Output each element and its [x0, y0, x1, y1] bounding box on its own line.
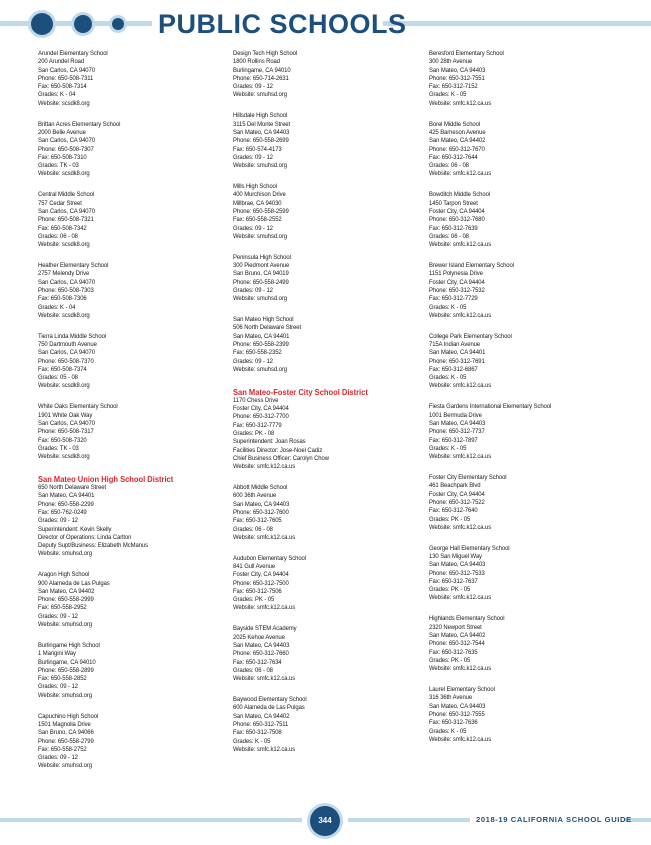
- district-heading: San Mateo-Foster City School District: [233, 386, 368, 397]
- entry-line: Grades: K - 05: [233, 737, 271, 745]
- school-name: Peninsula High School: [233, 253, 291, 261]
- entry-line: Superintendent: Kevin Skelly: [38, 525, 112, 533]
- school-entry: [429, 615, 619, 673]
- school-name: Hillsdale High School: [233, 112, 288, 120]
- entry-line: San Mateo, CA 94403: [429, 66, 486, 74]
- entry-line: 1501 Magnolia Drive: [38, 720, 91, 728]
- entry-line: Grades: K - 04: [38, 91, 76, 99]
- school-name: Brewer Island Elementary School: [429, 262, 514, 270]
- entry-line: Grades: 09 - 12: [38, 612, 78, 620]
- entry-line: Website: scsdk8.org: [38, 170, 90, 178]
- entry-line: Burlingame, CA 94010: [233, 66, 291, 74]
- school-entry: [429, 403, 619, 461]
- entry-line: 316 36th Avenue: [429, 694, 473, 702]
- entry-line: San Mateo, CA 94402: [233, 712, 290, 720]
- entry-line: Fax: 650-558-2852: [38, 675, 87, 683]
- entry-line: Phone: 650-508-7303: [38, 286, 94, 294]
- entry-line: Website: smfc.k12.ca.us: [429, 99, 492, 107]
- entry-line: Website: smfc.k12.ca.us: [429, 453, 492, 461]
- entry-line: San Mateo, CA 94401: [429, 349, 486, 357]
- school-entry: [38, 474, 228, 559]
- entry-line: Grades: 09 - 12: [233, 224, 273, 232]
- entry-line: 650 North Delaware Street: [38, 484, 107, 492]
- guide-title: 2018-19 CALIFORNIA SCHOOL GUIDE: [476, 815, 632, 824]
- entry-line: Grades: 09 - 12: [233, 286, 273, 294]
- entry-line: Grades: 06 - 08: [38, 232, 78, 240]
- entry-line: San Carlos, CA 94070: [38, 137, 95, 145]
- entry-line: 1151 Polynesia Drive: [429, 270, 483, 278]
- entry-line: 300 Piedmont Avenue: [233, 262, 290, 270]
- entry-line: 3115 Del Monte Street: [233, 120, 291, 128]
- entry-line: Grades: 09 - 12: [233, 153, 273, 161]
- entry-line: Phone: 650-312-7532: [429, 286, 485, 294]
- school-entry: [233, 625, 423, 683]
- entry-line: Website: scsdk8.org: [38, 99, 90, 107]
- entry-line: 600 36th Avenue: [233, 492, 277, 500]
- entry-line: Website: smfc.k12.ca.us: [233, 463, 296, 471]
- entry-line: 2000 Belle Avenue: [38, 128, 86, 136]
- entry-line: Website: smuhsd.org: [38, 550, 92, 558]
- entry-line: Phone: 650-312-7670: [429, 145, 485, 153]
- entry-line: Fax: 650-312-7779: [233, 421, 282, 429]
- entry-line: San Carlos, CA 94070: [38, 419, 95, 427]
- entry-line: 1170 Chess Drive: [233, 396, 279, 404]
- school-entry: [38, 121, 228, 179]
- entry-line: Website: scsdk8.org: [38, 382, 90, 390]
- entry-line: 400 Murchison Drive: [233, 191, 286, 199]
- entry-line: San Mateo, CA 94402: [429, 137, 486, 145]
- entry-line: Phone: 650-312-7691: [429, 357, 485, 365]
- entry-line: Fax: 650-312-7636: [429, 719, 478, 727]
- entry-line: San Bruno, CA 94066: [38, 729, 94, 737]
- entry-line: Phone: 650-714-2631: [233, 74, 289, 82]
- entry-line: Website: smfc.k12.ca.us: [429, 382, 492, 390]
- entry-line: Grades: TK - 03: [38, 444, 79, 452]
- school-name: Design Tech High School: [233, 50, 298, 57]
- entry-line: Website: smuhsd.org: [38, 621, 92, 629]
- school-entry: [38, 50, 228, 108]
- entry-line: Fax: 650-312-6867: [429, 365, 478, 373]
- entry-line: Grades: TK - 03: [38, 162, 79, 170]
- header-rule-mid: [40, 21, 152, 26]
- entry-line: Fax: 650-312-7729: [429, 295, 478, 303]
- entry-line: San Mateo, CA 94401: [38, 492, 95, 500]
- entry-line: Fax: 650-312-7640: [429, 507, 478, 515]
- school-entry: [429, 50, 619, 108]
- header-dot-medium: [74, 15, 92, 33]
- school-name: Laurel Elementary School: [429, 686, 495, 694]
- entry-line: San Carlos, CA 94070: [38, 66, 95, 74]
- entry-line: San Carlos, CA 94070: [38, 278, 95, 286]
- entry-line: San Mateo, CA 94403: [233, 128, 290, 136]
- entry-line: Fax: 650-558-2352: [233, 349, 282, 357]
- entry-line: Website: smfc.k12.ca.us: [429, 311, 492, 319]
- school-name: Baywood Elementary School: [233, 696, 307, 704]
- school-name: Heather Elementary School: [38, 262, 109, 270]
- entry-line: Grades: 06 - 08: [233, 525, 273, 533]
- entry-line: San Mateo, CA 94402: [38, 587, 95, 595]
- entry-line: Phone: 650-558-2599: [233, 207, 289, 215]
- entry-line: Website: smfc.k12.ca.us: [233, 604, 296, 612]
- entry-line: Website: scsdk8.org: [38, 241, 90, 249]
- school-name: Highlands Elementary School: [429, 615, 505, 623]
- entry-line: Fax: 650-508-7342: [38, 224, 87, 232]
- school-entry: [233, 183, 423, 241]
- entry-line: Fax: 650-574-4173: [233, 145, 282, 153]
- school-entry: [233, 112, 423, 170]
- school-entry: [233, 50, 423, 100]
- entry-line: Fax: 650-508-7374: [38, 365, 87, 373]
- entry-line: 2757 Melendy Drive: [38, 270, 90, 278]
- entry-line: Website: smuhsd.org: [233, 365, 287, 373]
- entry-line: 900 Alameda de Las Pulgas: [38, 579, 110, 587]
- school-entry: [233, 555, 423, 613]
- school-name: Borel Middle School: [429, 120, 481, 128]
- entry-line: Website: smfc.k12.ca.us: [233, 745, 296, 753]
- entry-line: 461 Beachpark Blvd: [429, 482, 481, 490]
- entry-line: Foster City, CA 94404: [429, 278, 485, 286]
- entry-line: 2025 Kehoe Avenue: [233, 633, 285, 641]
- entry-line: Website: scsdk8.org: [38, 453, 90, 461]
- entry-line: Phone: 650-558-2499: [233, 278, 289, 286]
- entry-line: Phone: 650-558-2799: [38, 737, 94, 745]
- entry-line: Fax: 650-312-7639: [429, 224, 478, 232]
- entry-line: Fax: 650-312-7634: [233, 658, 282, 666]
- entry-line: Fax: 650-508-7320: [38, 436, 87, 444]
- entry-line: Grades: K - 05: [429, 444, 467, 452]
- school-entry: [38, 571, 228, 629]
- header-dot-large: [31, 13, 53, 35]
- entry-line: San Mateo, CA 94402: [429, 631, 486, 639]
- entry-line: Phone: 650-312-7660: [233, 650, 289, 658]
- entry-line: Grades: PK - 05: [429, 515, 471, 523]
- school-entry: [429, 474, 619, 532]
- entry-line: Fax: 650-312-7897: [429, 436, 478, 444]
- school-entry: [233, 387, 423, 472]
- entry-line: Phone: 650-312-7737: [429, 428, 485, 436]
- entry-line: Phone: 650-558-2899: [38, 666, 94, 674]
- entry-line: Website: smuhsd.org: [38, 691, 92, 699]
- entry-line: 300 28th Avenue: [429, 58, 473, 66]
- school-name: Tierra Linda Middle School: [38, 332, 107, 340]
- entry-line: Phone: 650-508-7307: [38, 145, 94, 153]
- entry-line: Phone: 650-312-7555: [429, 710, 485, 718]
- school-entry: [38, 642, 228, 700]
- school-entry: [38, 333, 228, 391]
- entry-line: Superintendent: Joan Rosas: [233, 438, 306, 446]
- school-entry: [38, 713, 228, 771]
- entry-line: Grades: K - 04: [38, 303, 76, 311]
- school-name: San Mateo High School: [233, 316, 294, 324]
- entry-line: Foster City, CA 94404: [429, 207, 485, 215]
- entry-line: Phone: 650-558-2299: [38, 500, 94, 508]
- school-entry: [38, 191, 228, 249]
- entry-line: Grades: K - 05: [429, 727, 467, 735]
- entry-line: Phone: 650-558-2699: [233, 137, 289, 145]
- entry-line: 757 Cedar Street: [38, 199, 82, 207]
- entry-line: 506 North Delaware Street: [233, 324, 302, 332]
- entry-line: Fax: 650-312-7508: [233, 729, 282, 737]
- entry-line: Grades: 09 - 12: [233, 83, 273, 91]
- entry-line: San Bruno, CA 94019: [233, 270, 289, 278]
- entry-line: Website: smfc.k12.ca.us: [429, 523, 492, 531]
- entry-line: 1 Mangini Way: [38, 650, 76, 658]
- entry-line: Burlingame, CA 94010: [38, 658, 96, 666]
- entry-line: Phone: 650-312-7544: [429, 640, 485, 648]
- entry-line: Fax: 650-558-2752: [38, 745, 87, 753]
- entry-line: Phone: 650-312-7551: [429, 74, 485, 82]
- entry-line: Grades: PK - 08: [233, 429, 275, 437]
- entry-line: Fax: 650-558-2952: [38, 604, 87, 612]
- entry-line: Facilities Director: Jose-Noel Cadiz: [233, 446, 323, 454]
- page-number: 344: [310, 806, 340, 836]
- entry-line: 1800 Rollins Road: [233, 58, 280, 66]
- school-entry: [429, 686, 619, 744]
- school-entry: [429, 333, 619, 391]
- entry-line: Fax: 650-508-7306: [38, 295, 87, 303]
- entry-line: Fax: 650-312-7506: [233, 587, 282, 595]
- entry-line: Grades: PK - 05: [429, 656, 471, 664]
- entry-line: Website: smfc.k12.ca.us: [429, 594, 492, 602]
- entry-line: Foster City, CA 94404: [233, 405, 289, 413]
- school-name: Capuchino High School: [38, 712, 99, 720]
- entry-line: Website: smfc.k12.ca.us: [429, 170, 492, 178]
- entry-line: San Mateo, CA 94403: [233, 500, 290, 508]
- entry-line: 425 Barneson Avenue: [429, 128, 486, 136]
- entry-line: Website: smfc.k12.ca.us: [233, 533, 296, 541]
- footer-rule-mid: [348, 818, 470, 822]
- school-entry: [429, 121, 619, 179]
- entry-line: 130 San Miguel Way: [429, 553, 482, 560]
- entry-line: 715A Indian Avenue: [429, 340, 481, 348]
- entry-line: San Carlos, CA 94070: [38, 207, 95, 215]
- entry-line: Fax: 650-762-0249: [38, 508, 87, 516]
- school-entry: [38, 262, 228, 320]
- entry-line: Phone: 650-312-7511: [233, 720, 289, 728]
- entry-line: Website: smuhsd.org: [233, 162, 287, 170]
- entry-line: Fax: 650-558-2552: [233, 216, 282, 224]
- entry-line: Grades: 06 - 08: [429, 162, 469, 170]
- entry-line: Phone: 650-558-2999: [38, 596, 94, 604]
- entry-line: San Mateo, CA 94401: [233, 332, 290, 340]
- entry-line: 1901 White Oak Way: [38, 411, 93, 419]
- entry-line: Fax: 650-312-7644: [429, 153, 478, 161]
- entry-line: Grades: 06 - 08: [429, 232, 469, 240]
- page-footer: [0, 806, 651, 836]
- entry-line: Phone: 650-312-7680: [429, 216, 485, 224]
- school-entry: [233, 696, 423, 754]
- school-name: George Hall Elementary School: [429, 544, 510, 552]
- entry-line: Phone: 650-558-2399: [233, 340, 289, 348]
- entry-line: San Mateo, CA 94403: [429, 561, 486, 569]
- entry-line: 841 Gull Avenue: [233, 563, 276, 570]
- entry-line: Grades: K - 05: [429, 91, 467, 99]
- entry-line: Deputy Supt/Business: Elizabeth McManus: [38, 542, 148, 550]
- school-name: Burlingame High School: [38, 641, 100, 649]
- entry-line: 2320 Newport Street: [429, 623, 482, 631]
- directory-column-3: [429, 50, 619, 757]
- entry-line: 1001 Bermuda Drive: [429, 411, 482, 419]
- entry-line: Website: smuhsd.org: [233, 232, 287, 240]
- school-entry: [233, 316, 423, 374]
- entry-line: San Mateo, CA 94403: [429, 702, 486, 710]
- school-name: Beresford Elementary School: [429, 50, 504, 57]
- header-rule-right: [383, 21, 651, 26]
- entry-line: Website: smfc.k12.ca.us: [429, 241, 492, 249]
- directory-column-2: [233, 50, 423, 767]
- school-entry: [233, 484, 423, 542]
- entry-line: Website: smfc.k12.ca.us: [429, 735, 492, 743]
- school-name: Arundel Elementary School: [38, 50, 108, 57]
- entry-line: Grades: 09 - 12: [38, 754, 78, 762]
- entry-line: Website: smuhsd.org: [38, 762, 92, 770]
- school-entry: [38, 403, 228, 461]
- school-name: College Park Elementary School: [429, 332, 512, 340]
- entry-line: Phone: 650-508-7311: [38, 74, 94, 82]
- entry-line: 750 Dartmouth Avenue: [38, 340, 97, 348]
- school-entry: [429, 191, 619, 249]
- entry-line: Phone: 650-508-7321: [38, 216, 94, 224]
- header-dot-small: [112, 18, 124, 30]
- school-name: Aragon High School: [38, 571, 90, 579]
- district-heading: San Mateo Union High School District: [38, 474, 174, 485]
- school-name: Abbott Middle School: [233, 484, 288, 492]
- entry-line: Website: scsdk8.org: [38, 311, 90, 319]
- entry-line: Fax: 650-312-7635: [429, 648, 478, 656]
- header-rule-left: [0, 21, 30, 26]
- entry-line: Fax: 650-312-7637: [429, 577, 478, 585]
- entry-line: Grades: 06 - 08: [233, 666, 273, 674]
- page-title: PUBLIC SCHOOLS: [158, 9, 407, 39]
- entry-line: Fax: 650-508-7314: [38, 83, 87, 91]
- school-name: Central Middle School: [38, 191, 95, 199]
- entry-line: Millbrae, CA 94030: [233, 199, 282, 207]
- entry-line: 1450 Tarpon Street: [429, 199, 478, 207]
- school-name: Foster City Elementary School: [429, 474, 507, 482]
- school-name: Bowditch Middle School: [429, 191, 491, 199]
- entry-line: Grades: PK - 05: [233, 596, 275, 604]
- entry-line: 600 Alameda de Las Pulgas: [233, 704, 305, 712]
- school-name: Audubon Elementary School: [233, 554, 306, 562]
- entry-line: Phone: 650-312-7700: [233, 413, 289, 421]
- entry-line: Phone: 650-312-7522: [429, 498, 485, 506]
- entry-line: Grades: 09 - 12: [38, 683, 78, 691]
- entry-line: Director of Operations: Linda Carlton: [38, 533, 132, 541]
- entry-line: Phone: 650-508-7370: [38, 357, 94, 365]
- school-entry: [429, 262, 619, 320]
- entry-line: Foster City, CA 94404: [233, 571, 289, 579]
- entry-line: Website: smuhsd.org: [233, 91, 287, 99]
- entry-line: Fax: 650-312-7152: [429, 83, 478, 91]
- entry-line: Grades: 09 - 12: [38, 517, 78, 525]
- entry-line: Grades: K - 05: [429, 374, 467, 382]
- entry-line: Phone: 650-312-7500: [233, 579, 289, 587]
- entry-line: Grades: K - 05: [429, 303, 467, 311]
- entry-line: Fax: 650-312-7605: [233, 517, 282, 525]
- entry-line: Website: smfc.k12.ca.us: [233, 675, 296, 683]
- entry-line: Website: smuhsd.org: [233, 295, 287, 303]
- school-name: White Oaks Elementary School: [38, 403, 118, 411]
- directory-column-1: [38, 50, 228, 783]
- entry-line: Grades: 09 - 12: [233, 357, 273, 365]
- entry-line: Grades: 05 - 08: [38, 374, 78, 382]
- entry-line: 200 Arundel Road: [38, 58, 85, 66]
- school-name: Fiesta Gardens International Elementary School: [429, 403, 552, 411]
- entry-line: Phone: 650-508-7317: [38, 428, 94, 436]
- entry-line: Phone: 650-312-7600: [233, 508, 289, 516]
- footer-rule-left: [0, 818, 302, 822]
- school-name: Brittan Acres Elementary School: [38, 120, 121, 128]
- school-name: Mills High School: [233, 183, 277, 191]
- entry-line: Grades: PK - 05: [429, 586, 471, 594]
- school-entry: [429, 545, 619, 603]
- entry-line: Website: smfc.k12.ca.us: [429, 665, 492, 673]
- entry-line: San Carlos, CA 94070: [38, 349, 95, 357]
- entry-line: Phone: 650-312-7533: [429, 569, 485, 577]
- entry-line: San Mateo, CA 94403: [429, 419, 486, 427]
- entry-line: San Mateo, CA 94403: [233, 641, 290, 649]
- school-name: Bayside STEM Academy: [233, 625, 297, 633]
- entry-line: Chief Business Officer: Carolyn Chow: [233, 454, 329, 462]
- page-header: [0, 0, 651, 48]
- school-entry: [233, 254, 423, 304]
- entry-line: Fax: 650-508-7310: [38, 153, 87, 161]
- entry-line: Foster City, CA 94404: [429, 490, 485, 498]
